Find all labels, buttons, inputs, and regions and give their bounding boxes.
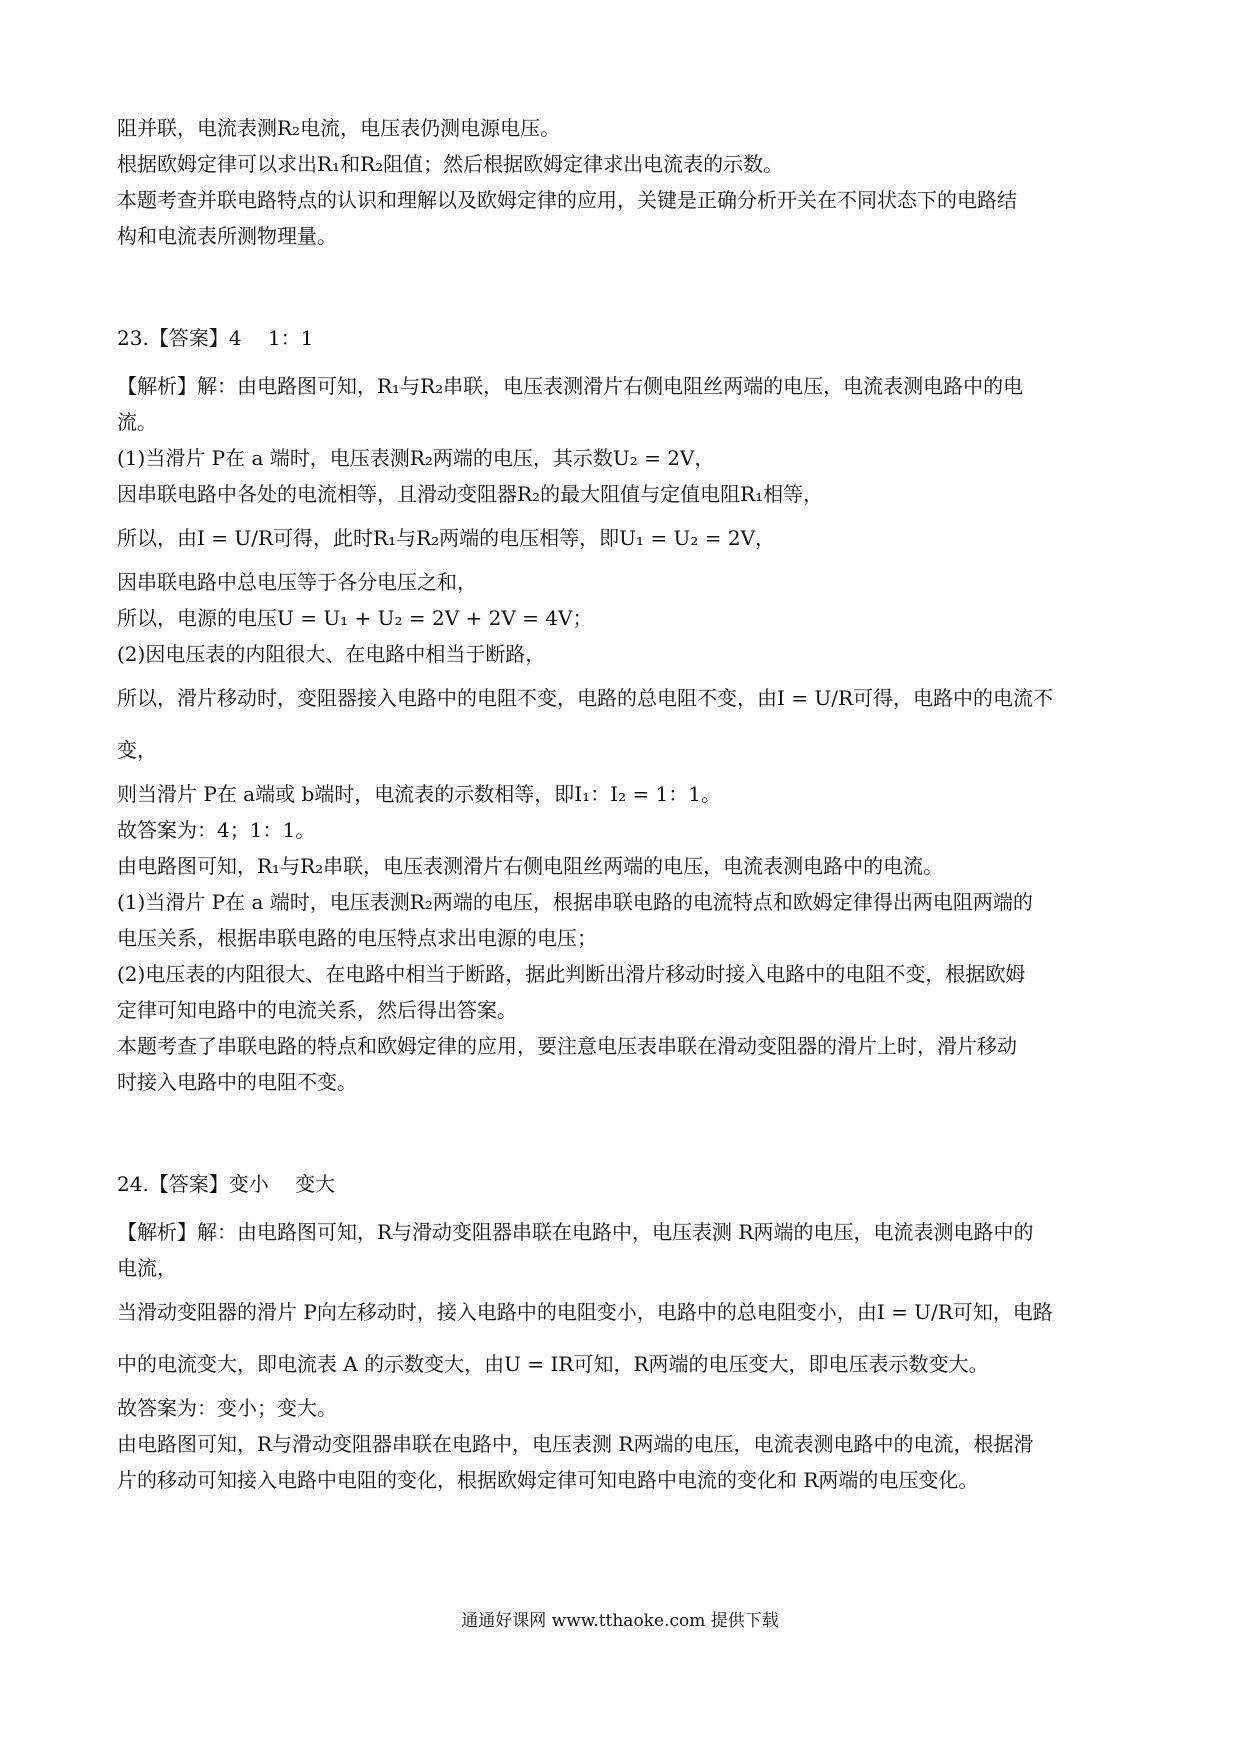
text-line: 当滑动变阻器的滑片 P向左移动时，接入电路中的电阻变小，电路中的总电阻变小，由I = U/R可知，电路 — [117, 1300, 1053, 1324]
text-line: 片的移动可知接入电路中电阻的变化，根据欧姆定律可知电路中电流的变化和 R两端的电压变化。 — [117, 1468, 979, 1492]
text-line: 【解析】解：由电路图可知，R与滑动变阻器串联在电路中，电压表测 R两端的电压，电流表测电路中的 — [117, 1220, 1034, 1244]
text-line: (2)电压表的内阻很大、在电路中相当于断路，据此判断出滑片移动时接入电路中的电阻不变，根据欧姆 — [117, 962, 1026, 986]
text-line: 根据欧姆定律可以求出R₁和R₂阻值；然后根据欧姆定律求出电流表的示数。 — [117, 152, 784, 176]
text-line: 本题考查并联电路特点的认识和理解以及欧姆定律的应用，关键是正确分析开关在不同状态下的电路结 — [117, 188, 1017, 212]
text-line: (2)因电压表的内阻很大、在电路中相当于断路， — [117, 642, 546, 666]
text-line: 电流， — [117, 1256, 177, 1280]
answer-heading-23: 23.【答案】4 1：1 — [117, 326, 314, 350]
text-line: 电压关系，根据串联电路的电压特点求出电源的电压； — [117, 926, 597, 950]
text-line: (1)当滑片 P在 a 端时，电压表测R₂两端的电压，其示数U₂ = 2V， — [117, 446, 715, 470]
text-line: 流。 — [117, 410, 157, 434]
text-line: 所以，由I = U/R可得，此时R₁与R₂两端的电压相等，即U₁ = U₂ = 2V， — [117, 526, 776, 550]
text-line: 阻并联，电流表测R₂电流，电压表仍测电源电压。 — [117, 116, 561, 140]
text-line: 故答案为：变小；变大。 — [117, 1396, 337, 1420]
text-line: 中的电流变大，即电流表 A 的示数变大，由U = IR可知，R两端的电压变大，即电压表示数变大。 — [117, 1352, 989, 1376]
text-line: 因串联电路中各处的电流相等，且滑动变阻器R₂的最大阻值与定值电阻R₁相等， — [117, 482, 824, 506]
text-line: 则当滑片 P在 a端或 b端时，电流表的示数相等，即I₁：I₂ = 1：1。 — [117, 782, 722, 806]
answer-heading-24: 24.【答案】变小 变大 — [117, 1172, 336, 1196]
text-line: 由电路图可知，R与滑动变阻器串联在电路中，电压表测 R两端的电压，电流表测电路中的电流，根据滑 — [117, 1432, 1034, 1456]
text-line: 所以，滑片移动时，变阻器接入电路中的电阻不变，电路的总电阻不变，由I = U/R可得，电路中的电流不 — [117, 686, 1054, 710]
page-footer: 通通好课网 www.tthaoke.com 提供下载 — [461, 1611, 779, 1631]
text-line: 时接入电路中的电阻不变。 — [117, 1070, 357, 1094]
text-line: 所以，电源的电压U = U₁ + U₂ = 2V + 2V = 4V； — [117, 606, 593, 630]
text-line: 【解析】解：由电路图可知，R₁与R₂串联，电压表测滑片右侧电阻丝两端的电压，电流表测电路中的电 — [117, 374, 1024, 398]
text-line: 变， — [117, 738, 157, 762]
text-line: 因串联电路中总电压等于各分电压之和， — [117, 570, 477, 594]
text-line: 构和电流表所测物理量。 — [117, 224, 337, 248]
text-line: 本题考查了串联电路的特点和欧姆定律的应用，要注意电压表串联在滑动变阻器的滑片上时，滑片移动 — [117, 1034, 1017, 1058]
text-line: 由电路图可知，R₁与R₂串联，电压表测滑片右侧电阻丝两端的电压，电流表测电路中的电流。 — [117, 854, 944, 878]
document-body — [117, 110, 1127, 1498]
text-line: (1)当滑片 P在 a 端时，电压表测R₂两端的电压，根据串联电路的电流特点和欧姆定律得出两电阻两端的 — [117, 890, 1033, 914]
text-line: 定律可知电路中的电流关系，然后得出答案。 — [117, 998, 517, 1022]
text-line: 故答案为：4；1：1。 — [117, 818, 316, 842]
